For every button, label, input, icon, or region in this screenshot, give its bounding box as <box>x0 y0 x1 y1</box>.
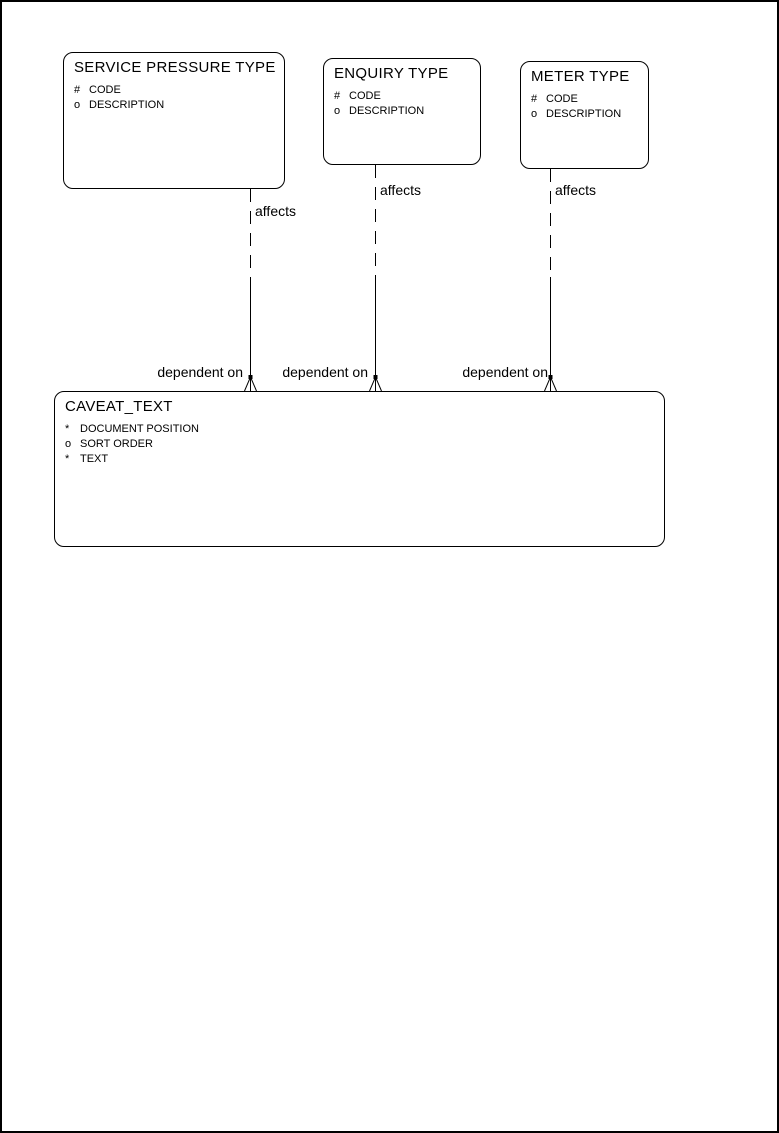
attribute-name: SORT ORDER <box>80 438 153 450</box>
attribute-name: CODE <box>349 90 381 102</box>
attribute-symbol: o <box>74 99 81 111</box>
attribute-symbol: # <box>531 93 538 105</box>
relationship-line-service-pressure-type[interactable] <box>245 189 257 391</box>
attribute-row <box>531 107 640 122</box>
attribute-name: CODE <box>89 84 121 96</box>
attribute-name: DESCRIPTION <box>89 99 165 111</box>
attribute-name: DOCUMENT POSITION <box>80 423 199 435</box>
entity-title: METER TYPE <box>531 68 630 85</box>
attribute-symbol: * <box>65 423 70 435</box>
attribute-symbol: o <box>531 108 538 120</box>
attribute-symbol: # <box>74 84 81 96</box>
relationship-line-meter-type[interactable] <box>545 169 557 391</box>
attribute-symbol: o <box>65 438 72 450</box>
attribute-row <box>334 104 472 119</box>
relationship-label-affects-1: affects <box>255 203 296 219</box>
entity-title: SERVICE PRESSURE TYPE <box>74 59 276 76</box>
attribute-row <box>74 83 276 98</box>
attribute-symbol: o <box>334 105 341 117</box>
attribute-row <box>74 98 276 113</box>
entity-service-pressure-type[interactable] <box>63 52 285 189</box>
attribute-name: CODE <box>546 93 578 105</box>
relationship-line-enquiry-type[interactable] <box>370 165 382 391</box>
attribute-name: TEXT <box>80 453 109 465</box>
relationship-label-affects-3: affects <box>555 182 596 198</box>
relationship-label-dependent-on-1: dependent on <box>157 364 243 380</box>
attribute-symbol: * <box>65 453 70 465</box>
relationship-label-dependent-on-3: dependent on <box>462 364 548 380</box>
entity-enquiry-type[interactable] <box>323 58 481 165</box>
attribute-name: DESCRIPTION <box>349 105 425 117</box>
entity-meter-type[interactable] <box>520 61 649 169</box>
attribute-name: DESCRIPTION <box>546 108 622 120</box>
attribute-row <box>65 452 656 467</box>
attribute-row <box>531 92 640 107</box>
relationship-label-dependent-on-2: dependent on <box>282 364 368 380</box>
diagram-canvas <box>2 2 777 1131</box>
relationship-label-affects-2: affects <box>380 182 421 198</box>
entity-title: CAVEAT_TEXT <box>65 398 173 415</box>
entity-title: ENQUIRY TYPE <box>334 65 449 82</box>
attribute-row <box>65 422 656 437</box>
attribute-row <box>334 89 472 104</box>
attribute-row <box>65 437 656 452</box>
crows-foot-icon <box>370 375 382 391</box>
entity-caveat-text[interactable] <box>54 391 665 547</box>
attribute-symbol: # <box>334 90 341 102</box>
